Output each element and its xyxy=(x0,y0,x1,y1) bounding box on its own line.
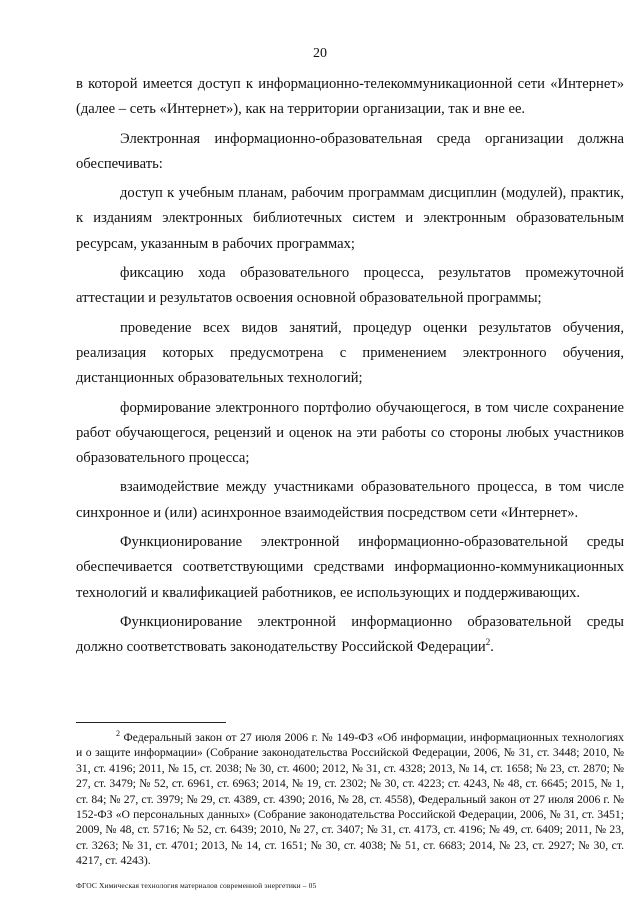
body-text xyxy=(76,72,624,661)
page-number: 20 xyxy=(313,46,327,61)
paragraph-8: Функционирование электронной информационно-образовательной среды обеспечивается соответствующими средствами информационно-коммуникационных технологий и квалификацией работников, ее использующих и поддерживающих. xyxy=(76,534,624,601)
document-footer: ФГОС Химическая технология материалов современной энергетики – 05 xyxy=(76,881,317,890)
paragraph-1: в которой имеется доступ к информационно-телекоммуникационной сети «Интернет» (далее – сеть «Интернет»), как на территории организации, так и вне ее. xyxy=(76,76,624,118)
paragraph-9: Функционирование электронной информационно образовательной среды должно соответствовать законодательству Российской Федерации$^2$. xyxy=(76,613,624,656)
footnote xyxy=(76,726,624,869)
footnote-divider xyxy=(76,722,226,723)
paragraph-4: фиксацию хода образовательного процесса, результатов промежуточной аттестации и результатов освоения основной образовательной программы; xyxy=(76,265,624,307)
footnote-text: Федеральный закон от 27 июля 2006 г. № 149-ФЗ «Об информации, информационных технологиях и о защите информации» (Собрание законодательства Российской Федерации, 2006, № 31, ст. 3448; 2010, № 31, ст. 4196; 2011, № 15, ст. 2038; № 30, ст. 4600; 2012, № 31, ст. 4328; 2013, № 14, ст. 1658; № 23, ст. 2870; № 27, ст. 3479; № 52, ст. 6961, ст. 6963; 2014, № 19, ст. 2302; № 30, ст. 4223; ст. 4243, № 48, ст. 6645; 2015, № 1, ст. 84; № 27, ст. 3979; № 29, ст. 4389, ст. 4390; 2016, № 28, ст. 4558), Федеральный закон от 27 июля 2006 г. № 152-ФЗ «О персональных данных» (Собрание законодательства Российской Федерации, 2006, № 31, ст. 3451; 2009, № 48, ст. 5716; № 52, ст. 6439; 2010, № 27, ст. 3407; № 31, ст. 4173, ст. 4196; № 49, ст. 6409; 2011, № 23, ст. 3263; № 31, ст. 4701; 2013, № 14, ст. 1651; № 30, ст. 4038; № 51, ст. 6683; 2014, № 23, ст. 2927; № 30, ст. 4217, ст. 4243). xyxy=(76,730,624,868)
paragraph-6: формирование электронного портфолио обучающегося, в том числе сохранение работ обучающегося, рецензий и оценок на эти работы со стороны любых участников образовательного процесса; xyxy=(76,399,624,467)
paragraph-7: взаимодействие между участниками образовательного процесса, в том числе синхронное и (или) асинхронное взаимодействия посредством сети «Интернет». xyxy=(76,479,624,521)
paragraph-2: Электронная информационно-образовательная среда организации должна обеспечивать: xyxy=(76,130,624,172)
footnote-marker: 2 xyxy=(116,729,120,738)
paragraph-3: доступ к учебным планам, рабочим программам дисциплин (модулей), практик, к изданиям электронных библиотечных систем и электронным образовательным ресурсам, указанным в рабочих программах; xyxy=(76,185,624,252)
paragraph-9-text: Функционирование электронной информационно образовательной среды должно соответствовать законодательству Российской Федерации xyxy=(76,613,624,656)
footnote-reference[interactable]: 2 xyxy=(485,637,491,648)
paragraph-5: проведение всех видов занятий, процедур оценки результатов обучения, реализация которых предусмотрена с применением электронного обучения, дистанционных образовательных технологий; xyxy=(76,319,624,387)
